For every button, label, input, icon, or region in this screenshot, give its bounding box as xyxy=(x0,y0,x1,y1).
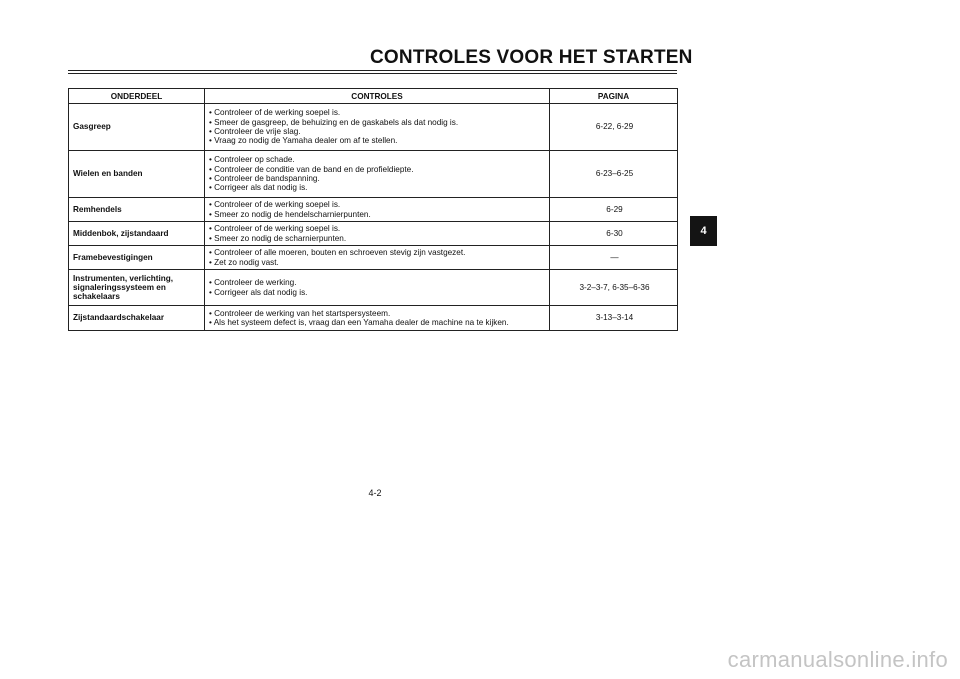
title-rule-lower xyxy=(68,73,677,74)
header-part: ONDERDEEL xyxy=(69,89,205,104)
check-item: • Controleer de vrije slag. xyxy=(209,127,301,136)
table-row xyxy=(69,104,678,151)
check-item: • Corrigeer als dat nodig is. xyxy=(209,287,308,297)
table-row xyxy=(69,198,678,222)
row-checks xyxy=(205,151,550,198)
watermark: carmanualsonline.info xyxy=(727,647,948,672)
row-part: Zijstandaardschakelaar xyxy=(69,306,205,331)
row-page: — xyxy=(550,246,678,270)
check-item: • Controleer of de werking soepel is. xyxy=(209,224,341,234)
check-item: • Controleer op schade. xyxy=(209,155,295,165)
check-item: • Smeer de gasgreep, de behuizing en de gaskabels als dat nodig is. xyxy=(209,117,459,127)
check-item: • Als het systeem defect is, vraag dan een Yamaha dealer de machine na te kijken. xyxy=(209,318,509,327)
check-item: • Smeer zo nodig de scharnierpunten. xyxy=(209,233,347,243)
check-item: • Controleer of de werking soepel is. xyxy=(209,200,341,210)
row-checks xyxy=(205,104,550,151)
table-row xyxy=(69,306,678,331)
check-item: • Smeer zo nodig de hendelscharnierpunten. xyxy=(209,209,371,219)
chapter-tab: 4 xyxy=(690,216,717,246)
page-number: 4-2 xyxy=(368,488,382,498)
header-checks: CONTROLES xyxy=(205,89,550,104)
row-part: Middenbok, zijstandaard xyxy=(69,222,205,246)
row-checks xyxy=(205,222,550,246)
table-row xyxy=(69,151,678,198)
table-row xyxy=(69,270,678,306)
row-page: 6-23–6-25 xyxy=(550,151,678,198)
pre-start-checks-table xyxy=(68,88,678,331)
row-page: 3-2–3-7, 6-35–6-36 xyxy=(550,270,678,306)
table-row xyxy=(69,222,678,246)
row-part: Wielen en banden xyxy=(69,151,205,198)
check-item: • Vraag zo nodig de Yamaha dealer om af te stellen. xyxy=(209,136,398,146)
header-page: PAGINA xyxy=(550,89,678,104)
check-item: • Controleer of de werking soepel is. xyxy=(209,108,341,118)
table-header-row xyxy=(69,89,678,104)
row-page: 6-22, 6-29 xyxy=(550,104,678,151)
row-page: 6-29 xyxy=(550,198,678,222)
row-checks xyxy=(205,198,550,222)
page-title: CONTROLES VOOR HET STARTEN xyxy=(370,47,693,68)
row-part: Gasgreep xyxy=(69,104,205,151)
check-item: • Controleer de conditie van de band en de profieldiepte. xyxy=(209,164,414,174)
check-item: • Zet zo nodig vast. xyxy=(209,257,279,267)
check-item: • Controleer of alle moeren, bouten en schroeven stevig zijn vastgezet. xyxy=(209,248,466,258)
check-item: • Corrigeer als dat nodig is. xyxy=(209,183,308,193)
check-item: • Controleer de bandspanning. xyxy=(209,174,320,183)
check-item: • Controleer de werking. xyxy=(209,278,297,288)
row-page: 3-13–3-14 xyxy=(550,306,678,331)
row-checks xyxy=(205,246,550,270)
title-rule-upper xyxy=(68,70,677,71)
row-checks xyxy=(205,306,550,331)
row-checks xyxy=(205,270,550,306)
check-item: • Controleer de werking van het startspersysteem. xyxy=(209,308,391,318)
row-page: 6-30 xyxy=(550,222,678,246)
row-part: Instrumenten, verlichting, signaleringssysteem en schakelaars xyxy=(69,270,205,306)
table-row xyxy=(69,246,678,270)
row-part: Framebevestigingen xyxy=(69,246,205,270)
row-part: Remhendels xyxy=(69,198,205,222)
